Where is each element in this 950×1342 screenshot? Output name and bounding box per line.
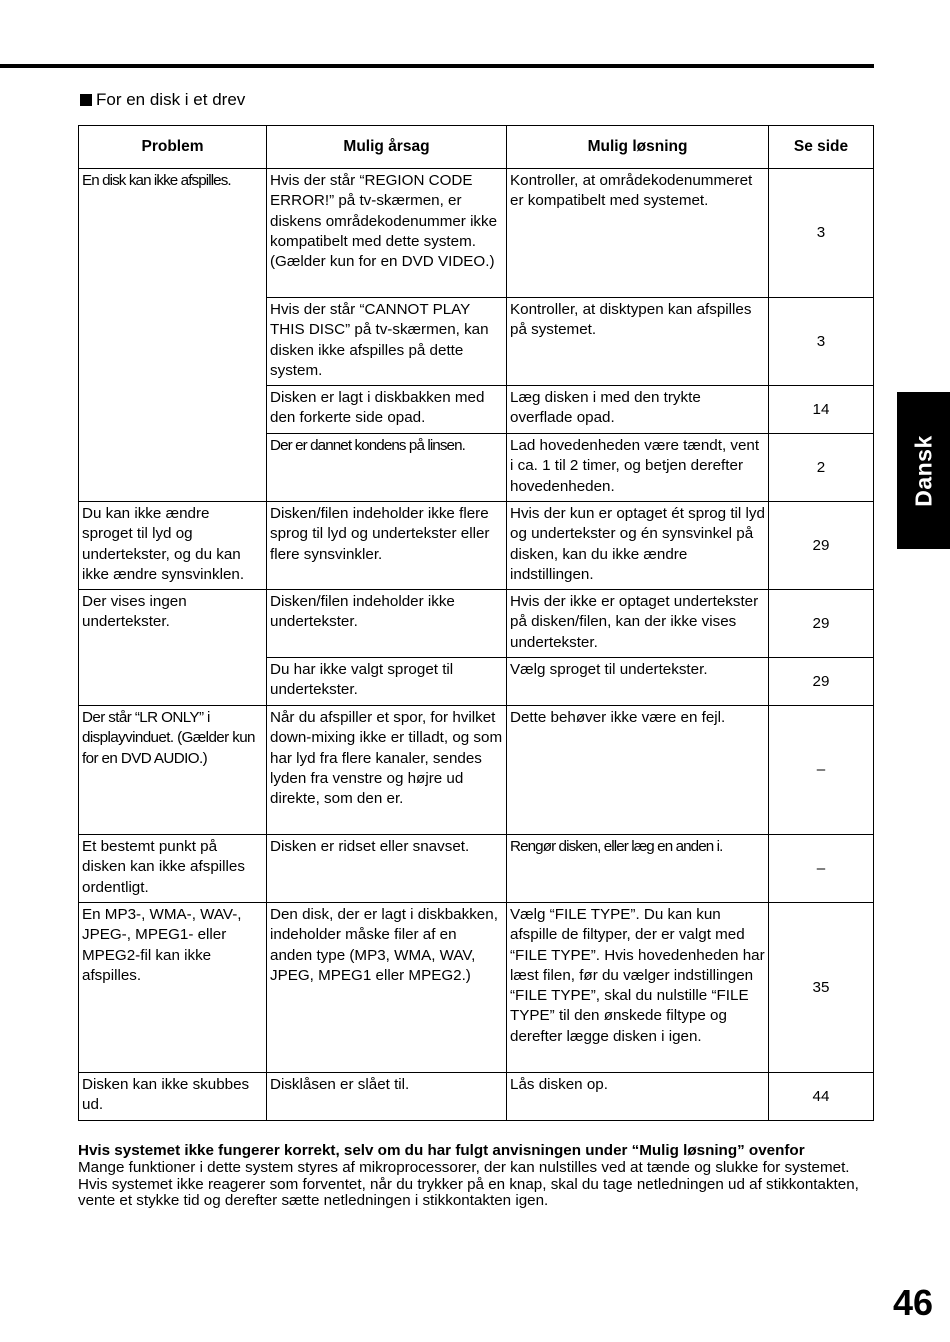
cause-cell: Hvis der står “CANNOT PLAY THIS DISC” på tv-skærmen, kan disken ikke afspilles på dette system.	[267, 298, 507, 386]
note-body: Mange funktioner i dette system styres af mikroprocessorer, der kan nulstilles ved at tænde og slukke for systemet. Hvis systemet ikke reagerer som forventet, når du trykker på en knap, skal du tage netledningen ud af stikkontakten, vente et stykke tid og derefter sætte netledningen i stikkontakten igen.	[78, 1158, 859, 1210]
cause-cell: Du har ikke valgt sproget til undertekster.	[267, 658, 507, 706]
reset-note	[78, 1143, 874, 1210]
solution-cell: Hvis der ikke er optaget undertekster på disken/filen, kan der ikke vises undertekster.	[507, 590, 769, 658]
troubleshooting-table	[78, 125, 874, 1121]
page-cell: 3	[769, 169, 874, 298]
table-row	[79, 502, 874, 590]
problem-cell: Der vises ingen undertekster.	[79, 590, 267, 706]
table-row	[79, 1073, 874, 1121]
page-cell: 2	[769, 434, 874, 502]
cause-cell: Der er dannet kondens på linsen.	[267, 434, 507, 502]
cause-cell: Disken er ridset eller snavset.	[267, 835, 507, 903]
cause-cell: Disken/filen indeholder ikke flere sprog til lyd og undertekster eller flere synsvinkler.	[267, 502, 507, 590]
table-row	[79, 903, 874, 1073]
solution-cell: Hvis der kun er optaget ét sprog til lyd og undertekster og én synsvinkel på disken, kan du ikke ændre indstillingen.	[507, 502, 769, 590]
page-cell: –	[769, 835, 874, 903]
table-row	[79, 590, 874, 658]
page-cell: 35	[769, 903, 874, 1073]
problem-cell: Du kan ikke ændre sproget til lyd og undertekster, og du kan ikke ændre synsvinklen.	[79, 502, 267, 590]
page-cell: 3	[769, 298, 874, 386]
cause-cell: Den disk, der er lagt i diskbakken, indeholder måske filer af en anden type (MP3, WMA, WAV, JPEG, MPEG1 eller MPEG2.)	[267, 903, 507, 1073]
solution-cell: Kontroller, at områdekodenummeret er kompatibelt med systemet.	[507, 169, 769, 298]
solution-cell: Læg disken i med den trykte overflade opad.	[507, 386, 769, 434]
section-heading-text: For en disk i et drev	[96, 90, 246, 109]
cause-cell: Disken/filen indeholder ikke undertekster.	[267, 590, 507, 658]
problem-cell: En disk kan ikke afspilles.	[79, 169, 267, 502]
page-cell: 29	[769, 658, 874, 706]
solution-cell: Vælg “FILE TYPE”. Du kan kun afspille de filtyper, der er valgt med “FILE TYPE”. Hvis hovedenheden har læst filen, før du vælger indstillingen “FILE TYPE”, skal du nulstille “FILE TYPE” til den ønskede filtype og derefter lægge disken i igen.	[507, 903, 769, 1073]
page-cell: 14	[769, 386, 874, 434]
page-cell: –	[769, 706, 874, 835]
problem-cell: En MP3-, WMA-, WAV-, JPEG-, MPEG1- eller MPEG2-fil kan ikke afspilles.	[79, 903, 267, 1073]
table-header-row	[79, 126, 874, 169]
cause-cell: Hvis der står “REGION CODE ERROR!” på tv-skærmen, er diskens områdekodenummer ikke kompatibelt med dette system. (Gælder kun for en DVD VIDEO.)	[267, 169, 507, 298]
solution-cell: Vælg sproget til undertekster.	[507, 658, 769, 706]
solution-cell: Rengør disken, eller læg en anden i.	[507, 835, 769, 903]
cause-cell: Når du afspiller et spor, for hvilket down-mixing ikke er tilladt, og som har lyd fra flere kanaler, sendes lyden fra venstre og højre ud direkte, som den er.	[267, 706, 507, 835]
problem-cell: Disken kan ikke skubbes ud.	[79, 1073, 267, 1121]
table-row	[79, 169, 874, 298]
section-heading	[80, 89, 245, 111]
page-cell: 29	[769, 590, 874, 658]
solution-cell: Lås disken op.	[507, 1073, 769, 1121]
header-solution: Mulig løsning	[507, 126, 769, 169]
square-bullet-icon	[80, 94, 92, 106]
language-side-tab	[897, 392, 950, 549]
header-cause: Mulig årsag	[267, 126, 507, 169]
note-title: Hvis systemet ikke fungerer korrekt, selv om du har fulgt anvisningen under “Mulig løsning” ovenfor	[78, 1142, 805, 1159]
problem-cell: Der står “LR ONLY” i displayvinduet. (Gælder kun for en DVD AUDIO.)	[79, 706, 267, 835]
cause-cell: Disklåsen er slået til.	[267, 1073, 507, 1121]
table-row	[79, 835, 874, 903]
solution-cell: Dette behøver ikke være en fejl.	[507, 706, 769, 835]
page-cell: 44	[769, 1073, 874, 1121]
page-number: 46	[893, 1282, 934, 1323]
solution-cell: Kontroller, at disktypen kan afspilles på systemet.	[507, 298, 769, 386]
header-problem: Problem	[79, 126, 267, 169]
language-tab-label: Dansk	[910, 434, 936, 507]
table-row	[79, 706, 874, 835]
top-rule	[0, 64, 874, 68]
cause-cell: Disken er lagt i diskbakken med den forkerte side opad.	[267, 386, 507, 434]
page-cell: 29	[769, 502, 874, 590]
header-page: Se side	[769, 126, 874, 169]
solution-cell: Lad hovedenheden være tændt, vent i ca. 1 til 2 timer, og betjen derefter hovedenheden.	[507, 434, 769, 502]
problem-cell: Et bestemt punkt på disken kan ikke afspilles ordentligt.	[79, 835, 267, 903]
